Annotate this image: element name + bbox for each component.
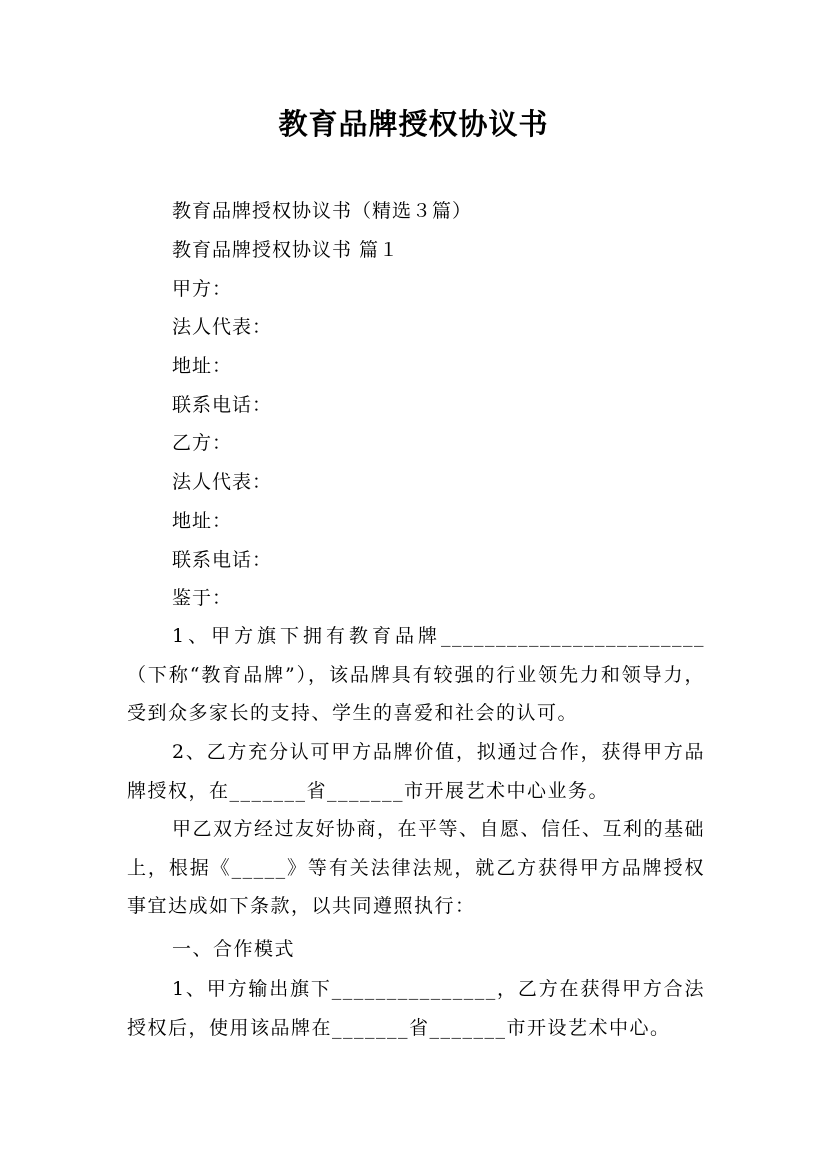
party-b-address: 地址： (172, 510, 233, 532)
party-b-phone: 联系电话： (172, 549, 273, 571)
paragraph-agreement-basis (127, 810, 705, 926)
paragraph-text: 一、合作模式 (172, 938, 296, 960)
section-heading: 教育品牌授权协议书 篇１ (172, 239, 400, 261)
party-b-legal-rep: 法人代表： (172, 471, 273, 493)
subtitle-line: 教育品牌授权协议书（精选３篇） (172, 200, 473, 222)
paragraph-text: 甲乙双方经过友好协商，在平等、自愿、信任、互利的基础上，根据《_____》等有关法律法规，就乙方获得甲方品牌授权事宜达成如下条款，以共同遵照执行： (127, 818, 706, 917)
paragraph-brand-ownership (127, 617, 705, 733)
party-b-label: 乙方： (172, 432, 233, 454)
paragraph-text: 1、甲方输出旗下_______________，乙方在获得甲方合法授权后，使用该品牌在_______省_______市开设艺术中心。 (127, 978, 705, 1039)
whereas-label: 鉴于： (172, 587, 233, 609)
paragraph-authorization-intent (127, 733, 705, 810)
paragraph-text: 2、乙方充分认可甲方品牌价值，拟通过合作，获得甲方品牌授权，在_______省_______市开展艺术中心业务。 (127, 741, 705, 802)
section-cooperation-mode (127, 930, 705, 969)
paragraph-text: 1、甲方旗下拥有教育品牌________________________（下称“教育品牌”），该品牌具有较强的行业领先力和领导力，受到众多家长的支持、学生的喜爱和社会的认可。 (127, 625, 705, 724)
party-a-phone: 联系电话： (172, 394, 273, 416)
document-title: 教育品牌授权协议书 (278, 107, 549, 141)
party-a-label: 甲方： (172, 278, 233, 300)
party-a-address: 地址： (172, 355, 233, 377)
party-a-legal-rep: 法人代表： (172, 316, 273, 338)
paragraph-brand-output (127, 970, 705, 1047)
